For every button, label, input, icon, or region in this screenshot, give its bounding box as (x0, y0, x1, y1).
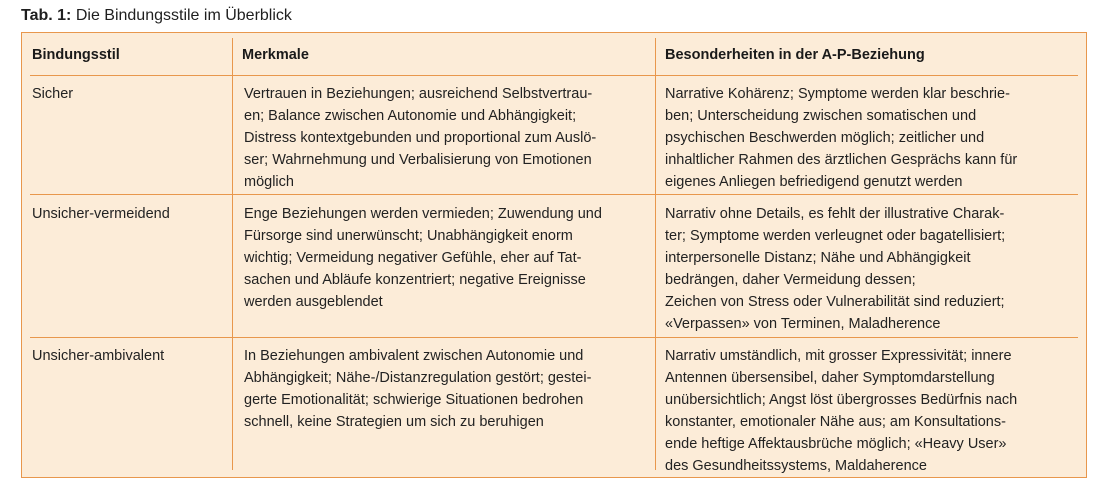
table-caption (21, 6, 292, 26)
column-divider (655, 38, 656, 470)
column-divider (232, 38, 233, 470)
caption-title: Die Bindungsstile im Überblick (75, 7, 292, 24)
row-merkmale-unsicher-vermeidend: Enge Beziehungen werden vermieden; Zuwendung und Fürsorge sind unerwünscht; Unabhängigkeit enorm wichtig; Vermeidung negativer Gefühle, eher auf Tat- sachen und Abläufe konzentriert; negative Ereignisse werden ausgeblendet (244, 206, 602, 310)
header-merkmale: Merkmale (242, 47, 309, 63)
row-besonderheiten-unsicher-vermeidend: Narrativ ohne Details, es fehlt der illustrative Charak- ter; Symptome werden verleugnet oder bagatellisiert; interpersonelle Distanz; Nähe und Abhängigkeit bedrängen, daher Vermeidung dessen; Zeichen von Stress oder Vulnerabilität sind reduziert; «Verpassen» von Terminen, Maladherence (665, 206, 1006, 332)
row-merkmale-sicher: Vertrauen in Beziehungen; ausreichend Selbstvertrau- en; Balance zwischen Autonomie und Abhängigkeit; Distress kontextgebunden und proportional zum Auslö- ser; Wahrnehmung und Verbalisierung von Emotionen möglich (244, 86, 597, 190)
row-style-sicher: Sicher (32, 86, 74, 102)
caption-number: Tab. 1: (21, 7, 72, 24)
attachment-styles-table (21, 32, 1087, 478)
header-besonderheiten: Besonderheiten in der A-P-Beziehung (665, 47, 925, 63)
row-divider (30, 337, 1078, 338)
row-besonderheiten-sicher: Narrative Kohärenz; Symptome werden klar beschrie- ben; Unterscheidung zwischen somatischen und psychischen Beschwerden möglich; zeitlicher und inhaltlicher Rahmen des ärztlichen Gesprächs kann für eigenes Anliegen befriedigend genutzt werden (665, 86, 1018, 190)
header-bindungsstil: Bindungsstil (32, 47, 120, 63)
row-style-unsicher-vermeidend: Unsicher-vermeidend (32, 206, 170, 222)
row-style-unsicher-ambivalent: Unsicher-ambivalent (32, 348, 165, 364)
row-merkmale-unsicher-ambivalent: In Beziehungen ambivalent zwischen Autonomie und Abhängigkeit; Nähe-/Distanzregulation gestört; gestei- gerte Emotionalität; schwierige Situationen bedrohen schnell, keine Strategien um sich zu beruhigen (244, 348, 592, 430)
row-divider (30, 194, 1078, 195)
header-divider (30, 75, 1078, 76)
row-besonderheiten-unsicher-ambivalent: Narrativ umständlich, mit grosser Expressivität; innere Antennen übersensibel, daher Symptomdarstellung unübersichtlich; Angst löst übergrosses Bedürfnis nach konstanter, emotionaler Nähe aus; am Konsultations- ende heftige Affektausbrüche möglich; «Heavy User» des Gesundheitssystems, Maldaherence (665, 348, 1018, 474)
